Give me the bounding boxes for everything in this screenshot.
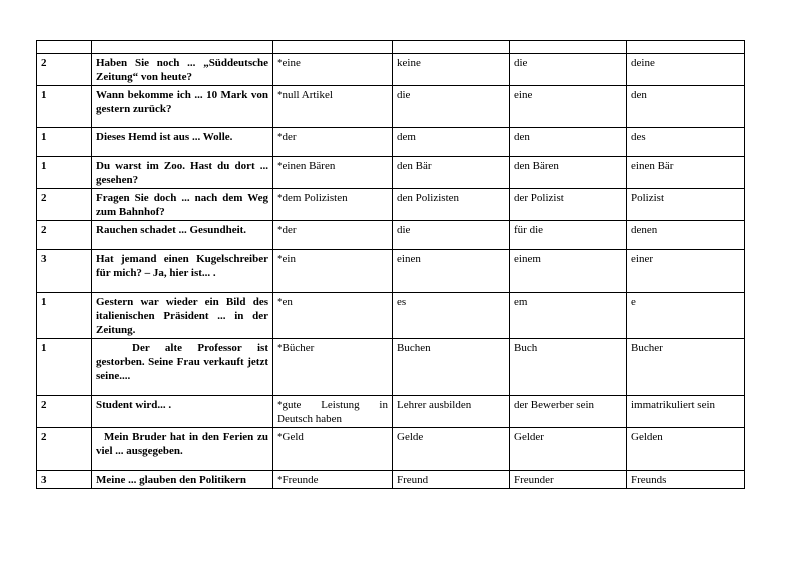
answer-cell: *null Artikel [273, 86, 393, 128]
header-cell [393, 41, 510, 54]
question-cell: Rauchen schadet ... Gesundheit. [92, 221, 273, 250]
question-cell: Haben Sie noch ... „Süddeutsche Zeitung“ von heute? [92, 54, 273, 86]
table-row [37, 293, 745, 339]
answer-cell: den [510, 128, 627, 157]
answer-cell: einer [627, 250, 745, 293]
answer-cell: einen Bär [627, 157, 745, 189]
level-cell: 1 [37, 339, 92, 396]
answer-cell: Gelden [627, 428, 745, 471]
header-cell [92, 41, 273, 54]
question-cell: Wann bekomme ich ... 10 Mark von gestern zurück? [92, 86, 273, 128]
level-cell: 2 [37, 396, 92, 428]
answer-cell: die [393, 221, 510, 250]
table-row [37, 428, 745, 471]
question-cell: Der alte Professor ist gestorben. Seine Frau verkauft jetzt seine.... [92, 339, 273, 396]
level-cell: 2 [37, 189, 92, 221]
question-cell: Gestern war wieder ein Bild des italienischen Präsident ... in der Zeitung. [92, 293, 273, 339]
answer-cell: Buch [510, 339, 627, 396]
answer-cell: für die [510, 221, 627, 250]
question-cell: Hat jemand einen Kugelschreiber für mich? – Ja, hier ist... . [92, 250, 273, 293]
table-row [37, 250, 745, 293]
answer-cell: *Bücher [273, 339, 393, 396]
table-row [37, 189, 745, 221]
table-row [37, 128, 745, 157]
question-cell: Fragen Sie doch ... nach dem Weg zum Bahnhof? [92, 189, 273, 221]
answer-cell: einem [510, 250, 627, 293]
header-cell [627, 41, 745, 54]
answer-cell: den Polizisten [393, 189, 510, 221]
question-cell: Mein Bruder hat in den Ferien zu viel ... ausgegeben. [92, 428, 273, 471]
level-cell: 2 [37, 54, 92, 86]
answer-cell: die [393, 86, 510, 128]
table-row [37, 157, 745, 189]
answer-cell: Freunder [510, 471, 627, 489]
table-row [37, 471, 745, 489]
header-cell [273, 41, 393, 54]
answer-cell: Polizist [627, 189, 745, 221]
answer-cell: *der [273, 221, 393, 250]
level-cell: 2 [37, 428, 92, 471]
level-cell: 3 [37, 250, 92, 293]
table-header-row [37, 41, 745, 54]
level-cell: 3 [37, 471, 92, 489]
answer-cell: *gute Leistung in Deutsch haben [273, 396, 393, 428]
answer-cell: *Freunde [273, 471, 393, 489]
answer-cell: denen [627, 221, 745, 250]
answer-cell: Freunds [627, 471, 745, 489]
quiz-table [36, 40, 745, 489]
answer-cell: des [627, 128, 745, 157]
answer-cell: die [510, 54, 627, 86]
answer-cell: einen [393, 250, 510, 293]
level-cell: 1 [37, 128, 92, 157]
answer-cell: Gelder [510, 428, 627, 471]
level-cell: 1 [37, 86, 92, 128]
answer-cell: Buchen [393, 339, 510, 396]
answer-cell: *der [273, 128, 393, 157]
level-cell: 2 [37, 221, 92, 250]
level-cell: 1 [37, 157, 92, 189]
question-cell: Meine ... glauben den Politikern [92, 471, 273, 489]
question-cell: Dieses Hemd ist aus ... Wolle. [92, 128, 273, 157]
question-cell: Du warst im Zoo. Hast du dort ... gesehen? [92, 157, 273, 189]
answer-cell: *eine [273, 54, 393, 86]
answer-cell: Bucher [627, 339, 745, 396]
table-row [37, 86, 745, 128]
answer-cell: eine [510, 86, 627, 128]
answer-cell: der Bewerber sein [510, 396, 627, 428]
answer-cell: dem [393, 128, 510, 157]
table-row [37, 221, 745, 250]
answer-cell: Gelde [393, 428, 510, 471]
answer-cell: em [510, 293, 627, 339]
answer-cell: keine [393, 54, 510, 86]
answer-cell: *en [273, 293, 393, 339]
header-cell [510, 41, 627, 54]
table-row [37, 396, 745, 428]
table-row [37, 339, 745, 396]
answer-cell: der Polizist [510, 189, 627, 221]
answer-cell: *dem Polizisten [273, 189, 393, 221]
answer-cell: den [627, 86, 745, 128]
answer-cell: es [393, 293, 510, 339]
answer-cell: Freund [393, 471, 510, 489]
answer-cell: den Bären [510, 157, 627, 189]
answer-cell: immatrikuliert sein [627, 396, 745, 428]
answer-cell: den Bär [393, 157, 510, 189]
question-cell: Student wird... . [92, 396, 273, 428]
answer-cell: *einen Bären [273, 157, 393, 189]
table-row [37, 54, 745, 86]
answer-cell: *Geld [273, 428, 393, 471]
answer-cell: Lehrer ausbilden [393, 396, 510, 428]
answer-cell: *ein [273, 250, 393, 293]
level-cell: 1 [37, 293, 92, 339]
answer-cell: e [627, 293, 745, 339]
answer-cell: deine [627, 54, 745, 86]
header-cell [37, 41, 92, 54]
